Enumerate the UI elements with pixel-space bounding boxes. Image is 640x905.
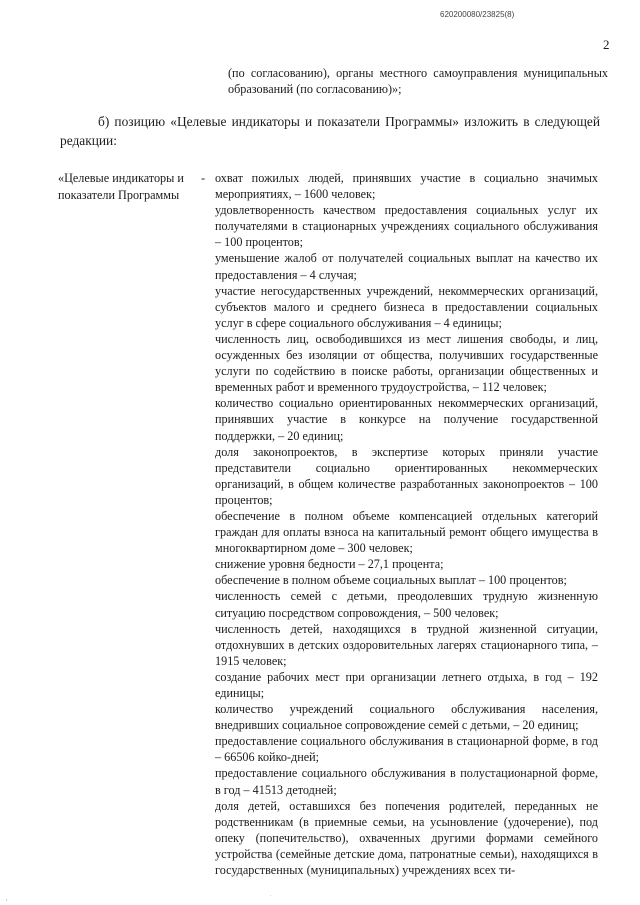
amendment-intro: б) позицию «Целевые индикаторы и показатели Программы» изложить в следующей редакции: <box>60 114 600 148</box>
indicator-item: численность лиц, освободившихся из мест лишения свободы, и лиц, осужденных без изоляции от общества, получивших государственные услуги по содействию в поиске работы, организации общественных и временных работ и временного трудоустройства, – 112 человек; <box>215 331 598 395</box>
indicators-list <box>215 170 598 878</box>
indicator-item: уменьшение жалоб от получателей социальных выплат на качество их предоставления – 4 случая; <box>215 251 598 282</box>
indicator-item: удовлетворенность качеством предоставления социальных услуг их получателями в стационарных учреждениях социального обслуживания – 100 процентов; <box>215 203 598 250</box>
indicator-item: участие негосударственных учреждений, некоммерческих организаций, субъектов малого и среднего бизнеса в предоставлении социальных услуг в сфере социального обслуживания – 4 единицы; <box>215 283 598 330</box>
scan-mark: . <box>270 892 272 898</box>
indicator-item: обеспечение в полном объеме компенсацией отдельных категорий граждан для оплаты взноса на капитальный ремонт общего имущества в многоквартирном доме – 300 человек; <box>215 508 598 556</box>
position-label: «Целевые индикаторы и показатели Программы <box>58 171 184 202</box>
indicator-item: доля законопроектов, в экспертизе которых приняли участие представители социально ориентированных некоммерческих организаций, в общем количестве разработанных законопроектов – 100 процентов; <box>215 444 598 507</box>
indicator-item: численность детей, находящихся в трудной жизненной ситуации, отдохнувших в детских оздоровительных лагерях стационарного типа, – 1915 человек; <box>215 621 598 668</box>
scan-mark: , <box>6 896 8 902</box>
indicator-item: численность семей с детьми, преодолевших трудную жизненную ситуацию посредством сопровождения, – 500 человек; <box>215 589 598 620</box>
label-dash: - <box>201 171 206 185</box>
indicator-item: создание рабочих мест при организации летнего отдыха, в год – 192 единицы; <box>215 669 598 700</box>
page-number: 2 <box>603 37 610 52</box>
indicator-item: снижение уровня бедности – 27,1 процента; <box>215 557 444 572</box>
continuation-text: (по согласованию), органы местного самоуправления муниципальных образований (по согласованию)»; <box>228 66 608 96</box>
document-id: 620200080/23825(8) <box>440 10 515 19</box>
indicator-item: охват пожилых людей, принявших участие в социально значимых мероприятиях, – 1600 человек; <box>215 171 598 202</box>
indicator-item: количество социально ориентированных некоммерческих организаций, принявших участие в конкурсе на получение государственной поддержки, – 20 единиц; <box>215 396 598 443</box>
indicator-item: предоставление социального обслуживания в полустационарной форме, в год – 41513 детодней; <box>215 766 598 797</box>
indicator-item: доля детей, оставшихся без попечения родителей, переданных не родственникам (в приемные семьи, на усыновление (удочерение), под опеку (попечительство), охваченных другими формами семейного устройства (семейные детские дома, патронатные семьи), находящихся в государственных (муниципальных) учреждениях всех ти- <box>215 798 598 878</box>
indicator-item: количество учреждений социального обслуживания населения, внедривших социальное сопровождение семей с детьми, – 20 единиц; <box>215 702 598 733</box>
indicator-item: обеспечение в полном объеме социальных выплат – 100 процентов; <box>215 573 567 588</box>
indicator-item: предоставление социального обслуживания в стационарной форме, в год – 66506 койко-дней; <box>215 734 598 765</box>
